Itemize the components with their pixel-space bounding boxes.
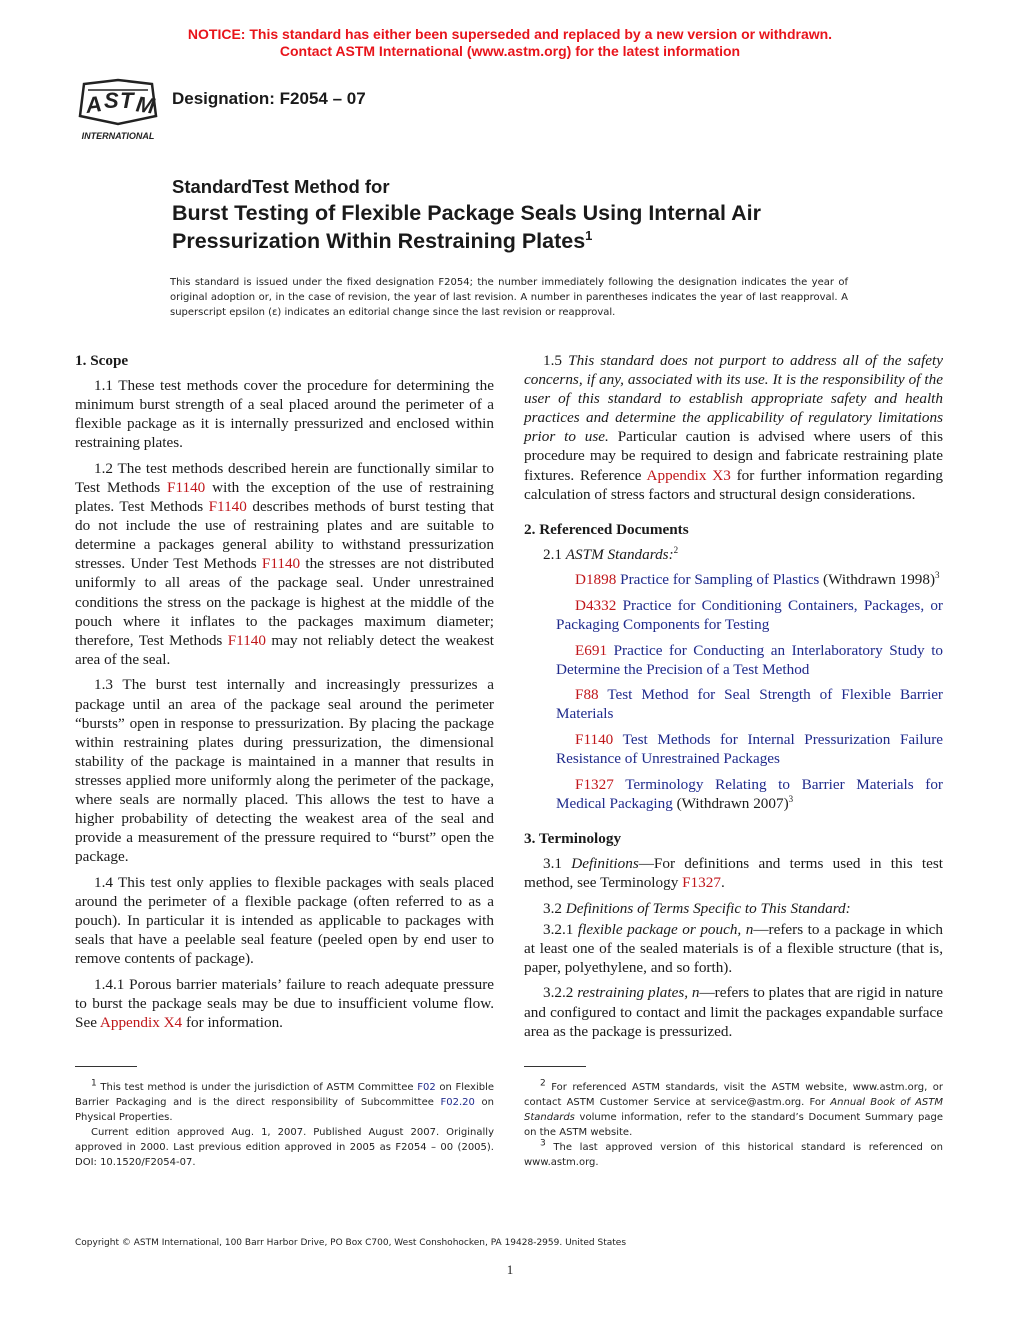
text: Definitions of Terms Specific to This Standard: [565,899,851,917]
title-line-3 [172,227,932,255]
footnote-rule-left [75,1066,137,1067]
paragraph-1-5 [524,351,943,504]
title-line-1: StandardTest Method for [172,176,390,197]
notice-line-2: Contact ASTM International (www.astm.org) for the latest information [279,43,741,59]
svg-text:T: T [120,88,134,113]
ref-title-link[interactable]: Terminology Relating to Barrier Materials for Medical Packaging [556,775,943,812]
text: the stresses are not distributed uniformly to all areas of the package seal. Under unrestrained conditions the stress on the package is highest at the middle of the pouch where it inflates to the packages maximum diameter; therefore, Test Methods [75,555,494,649]
footnote-mark: 2 [540,1078,546,1089]
text: 1.4.1 Porous barrier materials’ failure to reach adequate pressure to burst the package seals may be due to insufficient volume flow. See [75,975,494,1031]
text: flexible package or pouch, n [577,920,754,938]
text: 1.5 [543,352,569,369]
text: may not reliably detect the weakest area of the seal. [75,631,494,668]
svg-text:A: A [84,91,104,119]
left-column [75,351,494,1039]
ref-code-link[interactable]: D1898 [575,571,617,589]
footnotes-right [524,1080,943,1170]
text: —refers to plates that are rigid in nature and configured to contact and limit the packages expandable surface area as the package is pressurized. [524,984,943,1040]
text: 3.2.2 [543,984,578,1002]
text: on Physical Properties. [75,1097,495,1123]
paragraph-1-4-1 [75,975,494,1032]
reference-list [524,570,943,813]
footnote-mark: 3 [788,793,794,804]
ref-note: (Withdrawn 2007) [672,794,789,812]
section-2-heading: 2. Referenced Documents [524,520,689,538]
ref-code-link[interactable]: E691 [575,641,608,659]
ref-code-link[interactable]: D4332 [575,596,617,614]
footnotes-left [75,1080,494,1170]
title-line-2: Burst Testing of Flexible Package Seals Using Internal Air [172,201,762,225]
paragraph-3-2 [524,899,943,918]
right-column [524,351,943,1047]
ref-title-link[interactable]: Practice for Conditioning Containers, Packages, or Packaging Components for Testing [556,596,943,634]
text: volume information, refer to the standard’s Document Summary page on the ASTM website. [524,1112,943,1138]
text: —refers to a package in which at least one of the sealed materials is of a flexible structure (that is, paper, polyethylene, and so forth). [524,920,944,976]
text: for further information regarding calculation of stress factors and structural design considerations. [524,466,943,503]
text: 2.1 [543,545,566,563]
paragraph-1-1: 1.1 These test methods cover the procedure for determining the minimum burst strength of a seal placed around the perimeter of a flexible package as it is internally pressurized and enclosed within restraining plates. [75,377,494,452]
text: 3.2 [543,899,566,917]
reference-item [524,596,943,634]
paragraph-1-4: 1.4 This test only applies to flexible packages with seals placed around the perimeter of a flexible package (often referred to as a pouch). In particular it is intended as applicable to packages with seals that have a peelable seal feature (peeled open by end user to remove contents of package). [75,873,494,968]
text: with the exception of the use of restraining plates. Test Methods [75,478,494,516]
link-f1140[interactable]: F1140 [208,498,247,516]
paragraph-2-1 [524,545,943,564]
link-f1140[interactable]: F1140 [227,631,266,649]
reference-item [524,641,943,679]
notice-line-1: NOTICE: This standard has either been superseded and replaced by a new version or withdrawn. [187,26,833,42]
text: on Flexible Barrier Packaging and is the direct responsibility of Subcommittee [75,1082,494,1108]
document-title [172,174,932,255]
link-appendix-x3[interactable]: Appendix X3 [646,466,731,484]
paragraph-1-3: 1.3 The burst test internally and increasingly pressurizes a package until an area of the package seal around the perimeter “bursts” open in response to pressurization. By placing the package within restraining plates during pressurization, the dimensional stability of the package is maintained in a manner that results in stresses applied more uniformly along the perimeter of the package, where seals are normally placed. This allows the test to have a higher probability of detecting the weakest area of the seal and provide a measurement of the pressure required to “burst” open the package. [75,676,494,866]
text: For referenced ASTM standards, visit the ASTM website, www.astm.org, or contact ASTM Customer Service at service@astm.org. For [524,1082,943,1108]
footnote-1 [75,1080,494,1125]
text: Particular caution is advised where users of this procedure may be required to design and fabricate restraining plate fixtures. Reference [524,428,944,484]
ref-code-link[interactable]: F1140 [575,731,614,748]
reference-item [524,685,943,723]
section-3-heading: 3. Terminology [524,829,622,847]
link-f02-20[interactable]: F02.20 [440,1097,475,1108]
text: 3.2.1 [543,920,578,938]
footnote-rule-right [524,1066,586,1067]
text: 3.1 [543,854,572,872]
section-1-heading: 1. Scope [75,352,129,369]
link-f1327[interactable]: F1327 [682,873,721,891]
text: Definitions [571,854,639,872]
text: for information. [182,1014,283,1031]
footnote-mark: 3 [540,1138,546,1149]
footnote-3 [524,1140,943,1170]
text: —For definitions and terms used in this test method, see Terminology [524,854,944,891]
link-f1140[interactable]: F1140 [261,555,301,573]
ref-code-link[interactable]: F1327 [575,775,614,793]
ref-note: (Withdrawn 1998) [819,571,936,589]
ref-title-link[interactable]: Practice for Sampling of Plastics [620,571,820,589]
paragraph-3-2-2 [524,983,943,1040]
footnote-mark: 1 [91,1078,97,1089]
text: This test method is under the jurisdiction of ASTM Committee [96,1082,418,1093]
ref-code-link[interactable]: F88 [575,686,599,704]
link-f1140[interactable]: F1140 [167,478,206,496]
paragraph-1-2 [75,459,494,669]
copyright-footer: Copyright © ASTM International, 100 Barr Harbor Drive, PO Box C700, West Conshohocken, PA 19428-2959. United States [75,1238,627,1248]
footnote-mark: 3 [935,570,940,581]
reference-item [524,570,943,589]
issuance-note: This standard is issued under the fixed designation F2054; the number immediately following the designation indicates the year of original adoption or, in the case of revision, the year of last revision. A number in parentheses indicates the year of last reapproval. A superscript epsilon (ε) indicates an editorial change since the last revision or reapproval. [170,277,848,318]
text: restraining plates, n [577,984,700,1002]
designation: Designation: F2054 – 07 [172,89,366,108]
link-f02[interactable]: F02 [417,1082,436,1093]
logo-wordmark: INTERNATIONAL [81,131,155,141]
footnote-1-continued: Current edition approved Aug. 1, 2007. Published August 2007. Originally approved in 2000. Last previous edition approved in 2005 as F2054 – 00 (2005). DOI: 10.1520/F2054-07. [75,1127,494,1168]
text: Annual Book of ASTM Standards [524,1097,944,1123]
footnote-2 [524,1080,943,1140]
text: . [720,873,725,891]
text: The last approved version of this historical standard is referenced on www.astm.org. [524,1142,943,1168]
title-line-3-text: Pressurization Within Restraining Plates [172,229,586,253]
reference-item [524,775,943,813]
title-footnote-mark: 1 [585,227,593,243]
text: describes methods of burst testing that do not include the use of restraining plates and are suitable to determine a packages general ability to withstand pressurization stresses. Under Test Methods [75,498,494,573]
page-number: 1 [506,1262,514,1277]
ref-title-link[interactable]: Test Method for Seal Strength of Flexible Barrier Materials [556,686,943,723]
link-appendix-x4[interactable]: Appendix X4 [99,1014,183,1031]
ref-title-link[interactable]: Test Methods for Internal Pressurization Failure Resistance of Unrestrained Packages [556,731,943,768]
text: 1.2 The test methods described herein are functionally similar to Test Methods [75,459,494,496]
reference-item [524,730,943,768]
paragraph-3-2-1 [524,920,943,977]
text: ASTM Standards: [565,545,674,563]
supersede-notice [0,26,1020,60]
paragraph-3-1 [524,854,943,892]
footnote-mark: 2 [673,544,679,555]
text: This standard does not purport to address all of the safety concerns, if any, associated with its use. It is the responsibility of the user of this standard to establish appropriate safety and health practices and determine the applicability of regulatory limitations prior to use. [524,352,944,446]
svg-text:M: M [134,91,157,119]
ref-title-link[interactable]: Practice for Conducting an Interlaboratory Study to Determine the Precision of a Test Method [556,641,944,678]
astm-logo-icon [74,78,162,144]
svg-text:S: S [104,88,119,113]
